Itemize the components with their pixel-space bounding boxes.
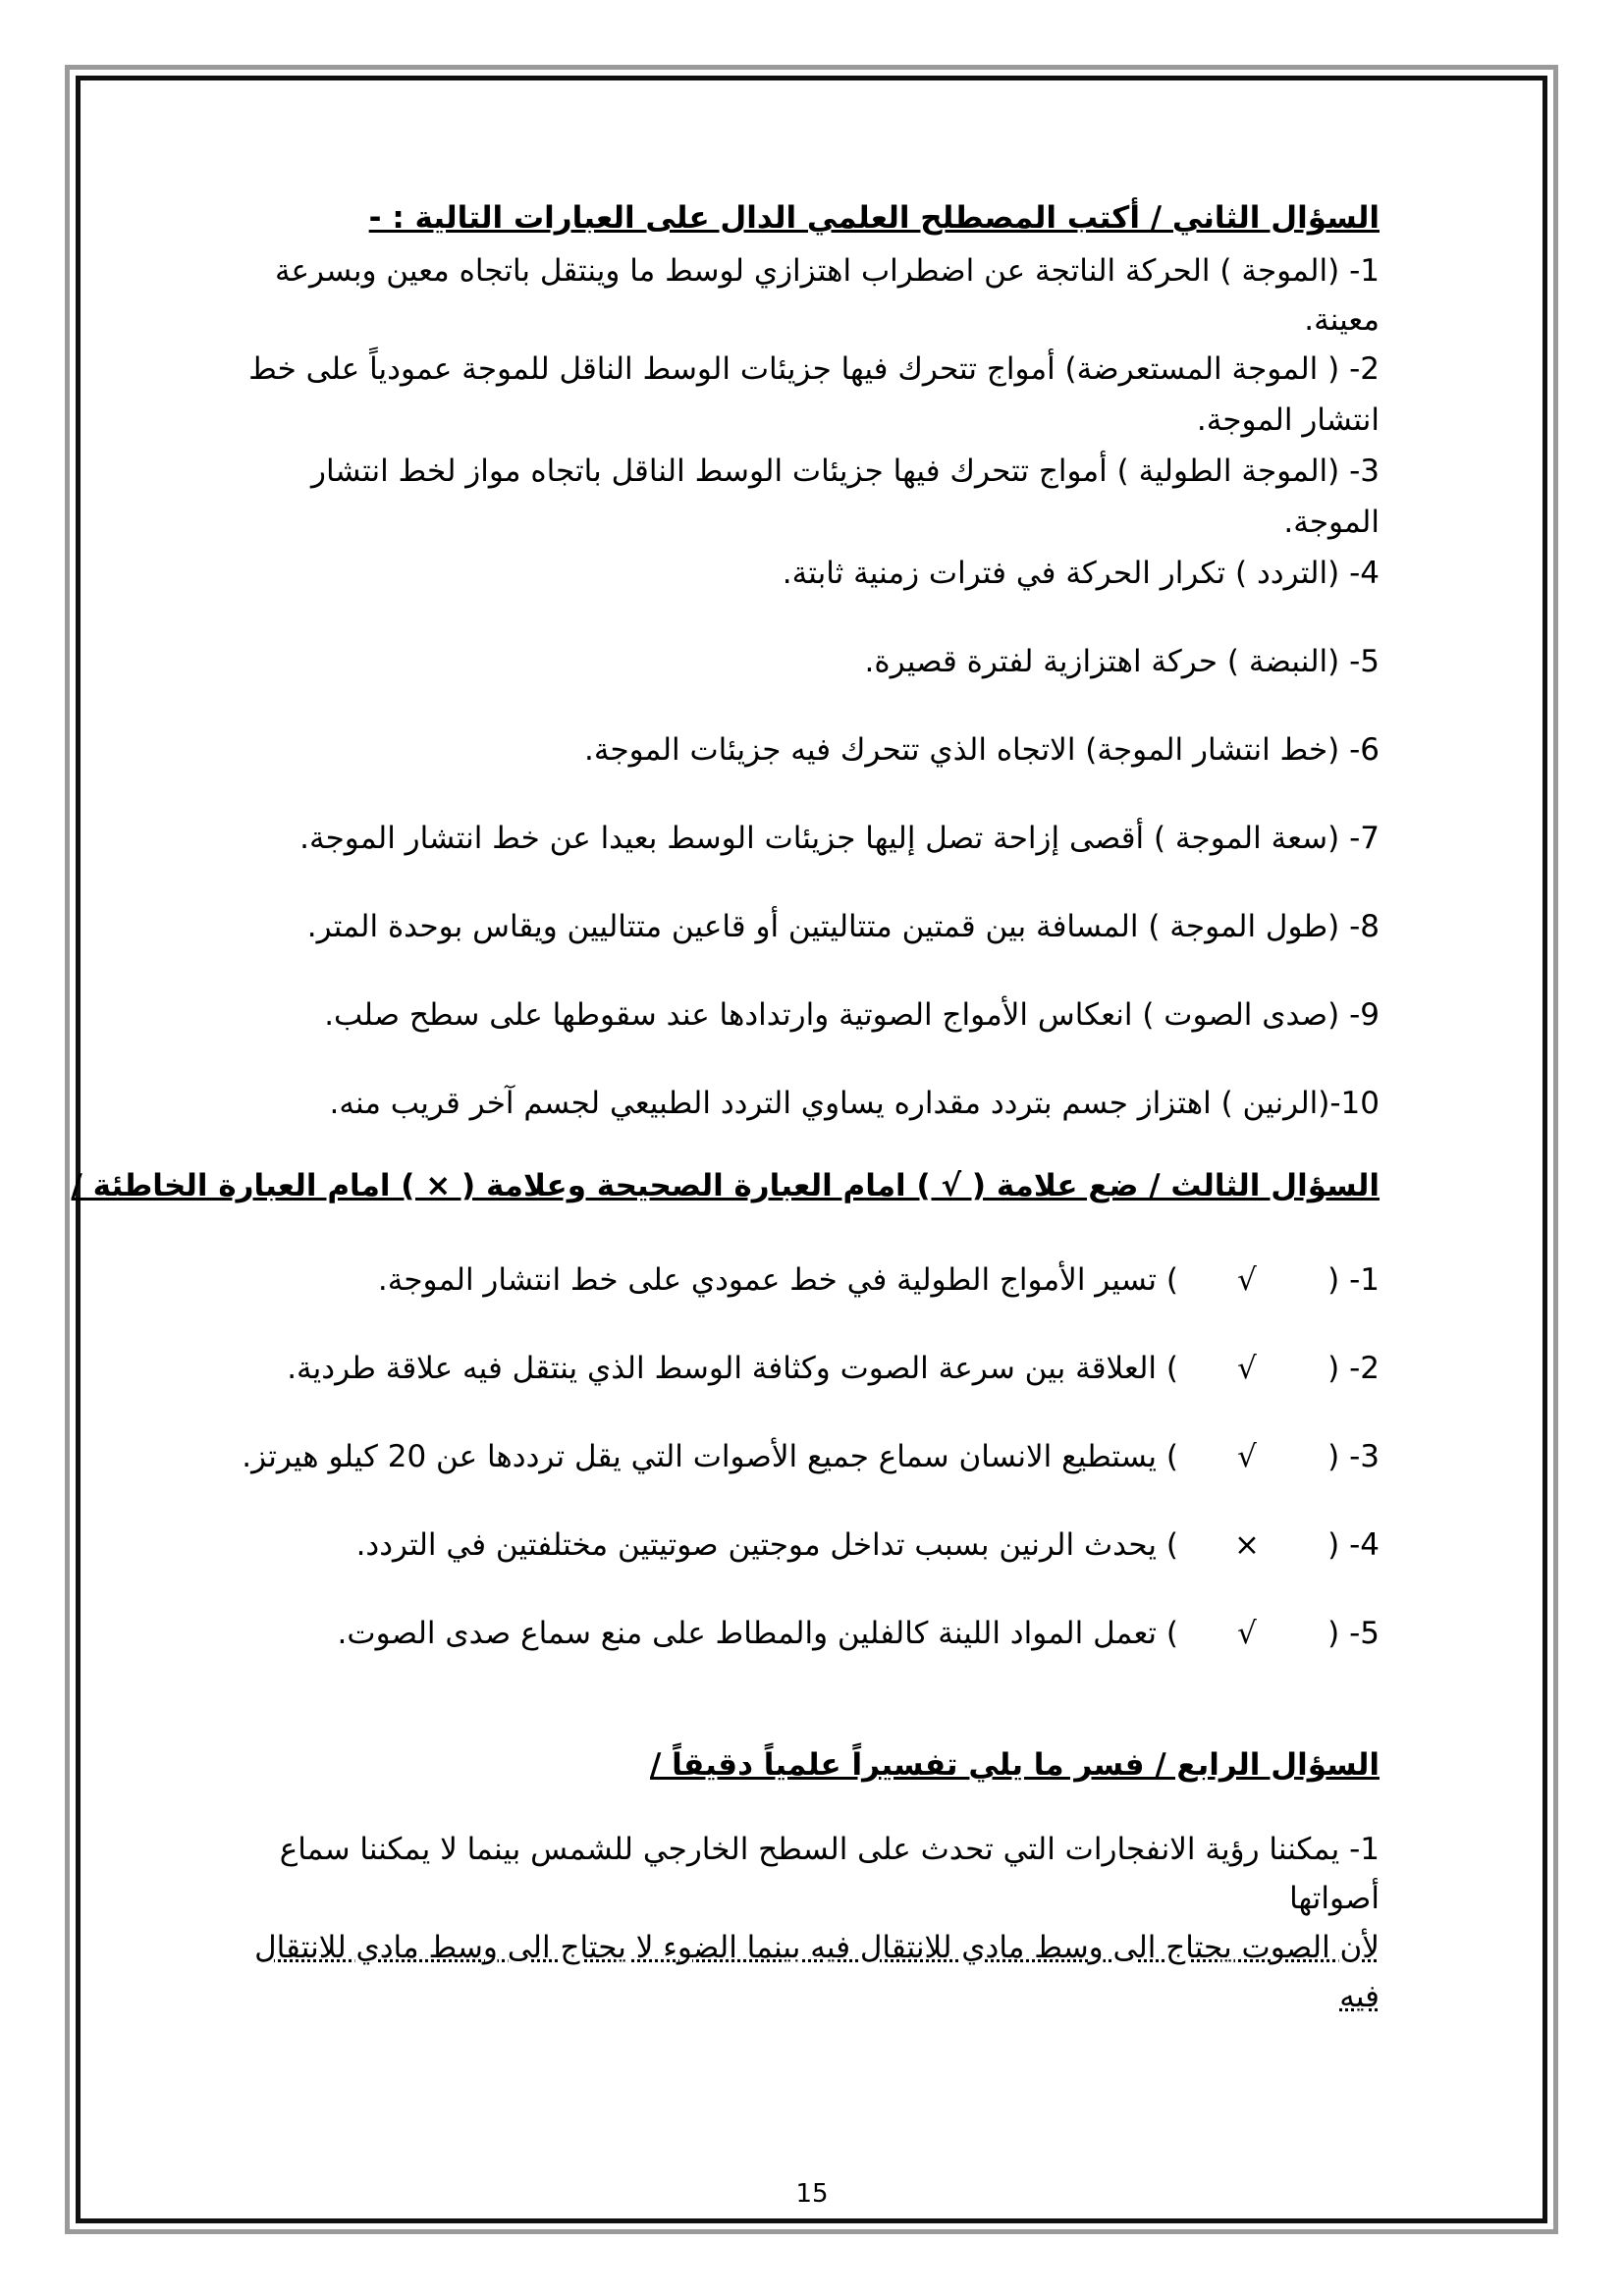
item-number: 4- ( — [1327, 1527, 1380, 1563]
page-number: 15 — [795, 2179, 829, 2209]
term-item-2: 2- ( الموجة المستعرضة) أمواج تتحرك فيها جزيئات الوسط الناقل للموجة عمودياً على خط — [248, 351, 1380, 387]
term-item-3-cont: الموجة. — [1283, 505, 1380, 540]
statement-text: ) العلاقة بين سرعة الصوت وكثافة الوسط الذي ينتقل فيه علاقة طردية. — [287, 1351, 1178, 1386]
check-mark: √ — [1237, 1262, 1257, 1298]
term-item-8: 8- (طول الموجة ) المسافة بين قمتين متتاليتين أو قاعين متتاليين ويقاس بوحدة المتر. — [306, 909, 1380, 944]
check-mark: √ — [1237, 1439, 1257, 1474]
cross-mark: × — [1234, 1527, 1260, 1563]
item-number: 3- ( — [1327, 1439, 1380, 1474]
truefalse-item-5 — [236, 1611, 1380, 1656]
truefalse-item-4 — [236, 1522, 1380, 1568]
explain-answer-line-2: فيه — [1339, 1979, 1380, 2014]
check-mark: √ — [1237, 1616, 1257, 1651]
term-item-7: 7- (سعة الموجة ) أقصى إزاحة تصل إليها جزيئات الوسط بعيدا عن خط انتشار الموجة. — [299, 821, 1380, 856]
item-number: 1- ( — [1327, 1262, 1380, 1298]
check-mark: √ — [1237, 1351, 1257, 1386]
explain-question-line-2: أصواتها — [1289, 1881, 1380, 1916]
statement-text: ) تعمل المواد اللينة كالفلين والمطاط على منع سماع صدى الصوت. — [337, 1616, 1178, 1651]
term-item-3: 3- (الموجة الطولية ) أمواج تتحرك فيها جزيئات الوسط الناقل باتجاه مواز لخط انتشار — [311, 454, 1380, 489]
statement-text: ) تسير الأمواج الطولية في خط عمودي على خط انتشار الموجة. — [377, 1262, 1178, 1298]
question-3-heading: السؤال الثالث / ضع علامة ( √ ) امام العبارة الصحيحة وعلامة ( × ) امام العبارة الخاطئة / — [71, 1168, 1380, 1203]
explain-question-line-1: 1- يمكننا رؤية الانفجارات التي تحدث على السطح الخارجي للشمس بينما لا يمكننا سماع — [279, 1832, 1380, 1867]
item-number: 2- ( — [1327, 1351, 1380, 1386]
truefalse-item-3 — [236, 1434, 1380, 1479]
term-item-10: 10-(الرنين ) اهتزاز جسم بتردد مقداره يساوي التردد الطبيعي لجسم آخر قريب منه. — [329, 1086, 1380, 1121]
item-number: 5- ( — [1327, 1616, 1380, 1651]
term-item-4: 4- (التردد ) تكرار الحركة في فترات زمنية ثابتة. — [782, 556, 1380, 591]
term-item-1-cont: معينة. — [1304, 302, 1380, 338]
term-item-1: 1- (الموجة ) الحركة الناتجة عن اضطراب اهتزازي لوسط ما وينتقل باتجاه معين وبسرعة — [274, 253, 1380, 289]
truefalse-item-1 — [236, 1257, 1380, 1303]
question-4-heading: السؤال الرابع / فسر ما يلي تفسيراً علمياً دقيقاً / — [650, 1747, 1380, 1783]
statement-text: ) يحدث الرنين بسبب تداخل موجتين صوتيتين مختلفتين في التردد. — [355, 1527, 1178, 1563]
truefalse-item-2 — [236, 1346, 1380, 1391]
question-2-heading: السؤال الثاني / أكتب المصطلح العلمي الدال على العبارات التالية : - — [368, 200, 1380, 236]
term-item-2-cont: انتشار الموجة. — [1196, 402, 1380, 438]
term-item-6: 6- (خط انتشار الموجة) الاتجاه الذي تتحرك فيه جزيئات الموجة. — [584, 732, 1380, 768]
term-item-9: 9- (صدى الصوت ) انعكاس الأمواج الصوتية وارتدادها عند سقوطها على سطح صلب. — [324, 997, 1380, 1033]
statement-text: ) يستطيع الانسان سماع جميع الأصوات التي يقل ترددها عن 20 كيلو هيرتز. — [242, 1439, 1178, 1474]
term-item-5: 5- (النبضة ) حركة اهتزازية لفترة قصيرة. — [864, 644, 1380, 679]
explain-answer-line-1: لأن الصوت يحتاج الى وسط مادي للانتقال فيه بينما الضوء لا يحتاج الى وسط مادي للانتقال — [254, 1930, 1380, 1965]
